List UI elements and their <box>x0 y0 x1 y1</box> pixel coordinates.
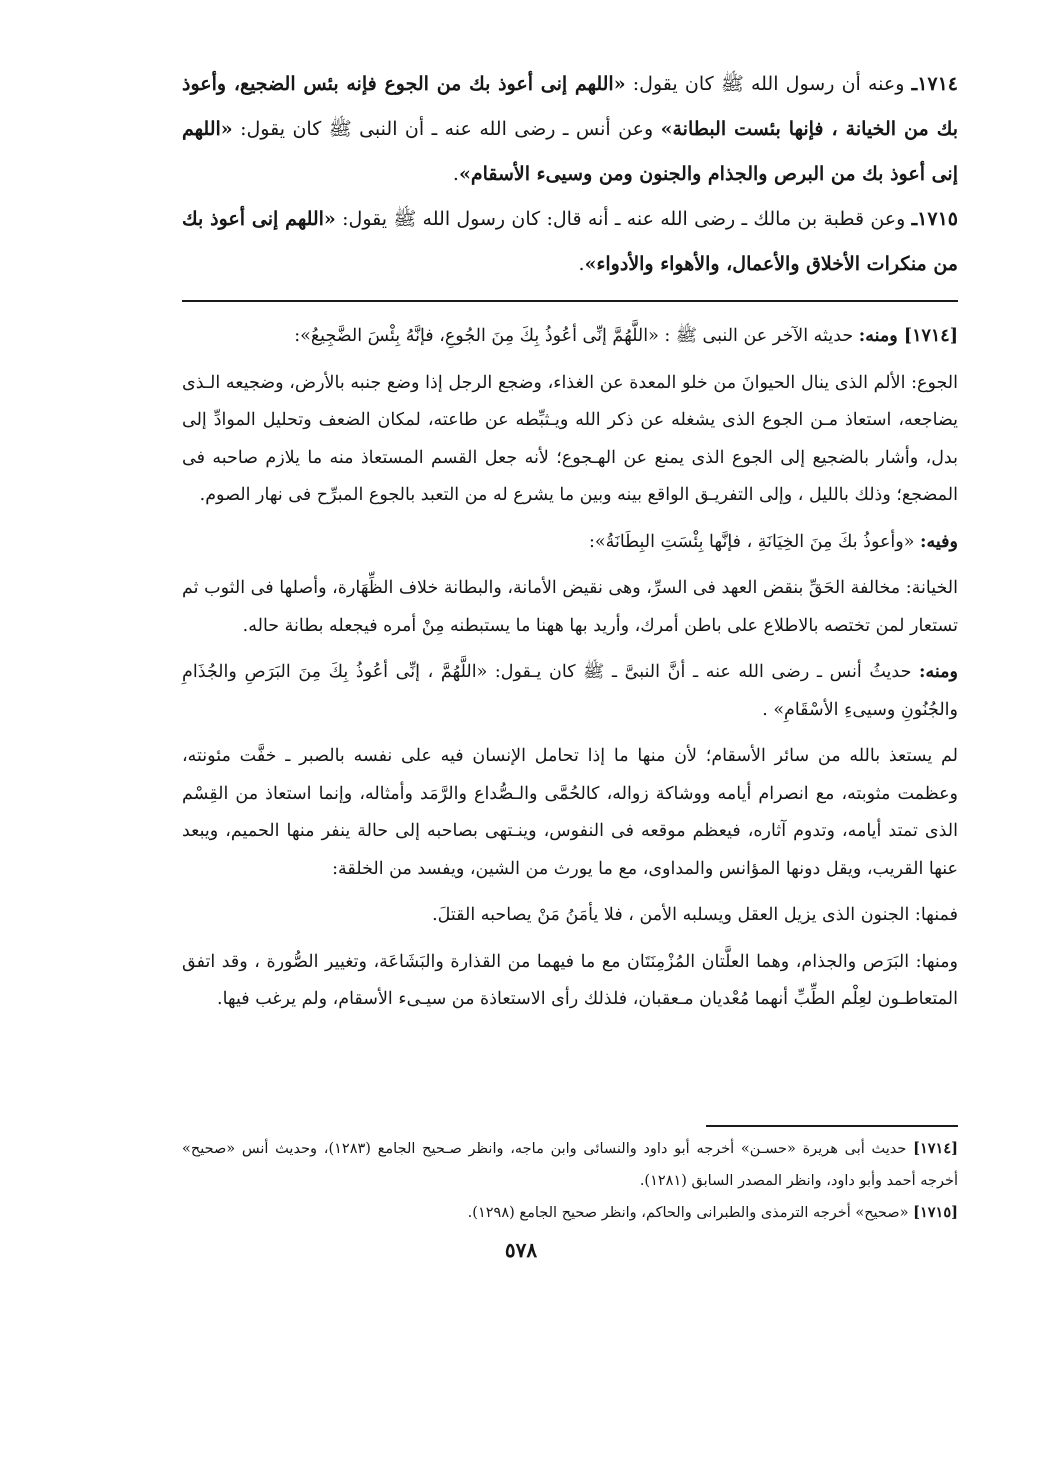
page-number: ٥٧٨ <box>504 1238 538 1262</box>
commentary-label-1714: [١٧١٤] ومنه: <box>858 326 958 346</box>
hadith-1714-quote-a: «اللهم إنى أعوذ بك من الجوع فإنه بئس الضجيع، وأعوذ بك من الخيانة ، فإنها بئست البطانة» <box>182 73 958 140</box>
hadith-1714-narration-b: وعن أنس ـ رضى الله عنه ـ أن النبى ﷺ كان يقول: <box>240 118 654 140</box>
commentary-text-3: «وأعوذُ بكَ مِنَ الخِيَانَةِ ، فإنَّها بِئْسَتِ البِطَانَةُ»: <box>588 531 915 552</box>
footnotes <box>182 1133 958 1229</box>
commentary-paragraph-6: لم يستعذ بالله من سائر الأسقام؛ لأن منها ما إذا تحامل الإنسان فيه على نفسه بالصبر ـ خفَّت مئونته، وعظمت مثوبته، مع انصرام أيامه ووشاكة زواله، كالحُمَّى والـصُّداع والرَّمَد وأمثاله، وإنما استعاذ من القِسْم الذى تمتد أيامه، وتدوم آثاره، فيعظم موقعه فى النفوس، وينـتهى بصاحبه إلى حالة ينفر منها الحميم، ويبعد عنها القريب، ويقل دونها المؤانس والمداوى، مع ما يورث من الشين، ويفسد من الخلقة: <box>182 746 958 879</box>
footnote-1714 <box>182 1133 958 1197</box>
commentary-text-1: حديثه الآخر عن النبى ﷺ : «اللَّهُمَّ إنِّى أعُوذُ بِكَ مِنَ الجُوعِ، فإنَّهُ بِئْسَ الضَّجِيعُ»: <box>294 326 854 346</box>
hadith-1714-end: . <box>452 163 459 185</box>
footnote-text-1715: «صحيح» أخرجه الترمذى والطبرانى والحاكم، وانظر صحيح الجامع (١٢٩٨). <box>467 1205 909 1221</box>
commentary-paragraph-7: فمنها: الجنون الذى يزيل العقل ويسلبه الأمن ، فلا يأمَنُ مَنْ يصاحبه القتلَ. <box>432 905 958 925</box>
commentary-text-5: حديثُ أنس ـ رضى الله عنه ـ أنَّ النبىَّ ـ ﷺ كان يـقول: «اللَّهُمَّ ، إنِّى أعُوذُ بِكَ مِنَ البَرَصِ والجُذَامِ والجُنُونِ وسيىءِ الأسْقَامِ» . <box>182 662 958 720</box>
hadith-number-1715: ١٧١٥ـ <box>911 208 958 230</box>
hadith-1714-quote-b: «اللهم إنى أعوذ بك من البرص والجذام والجنون ومن وسيىء الأسقام» <box>182 118 958 185</box>
commentary-label-fihi: وفيه: <box>920 531 958 552</box>
commentary-paragraph-8: ومنها: البَرَص والجذام، وهما العلَّتان المُزْمِنَتَان مع ما فيهما من القذارة والبَشَاعَة، وتغيير الصُّورة ، وقد اتفق المتعاطـون لعِلْم الطِّبِّ أنهما مُعْديان مـعقبان، فلذلك رأى الاستعاذة من سيـىء الأسقام، ولم يرغب فيها. <box>182 951 958 1009</box>
hadith-1714-intro: وعنه أن رسول الله ﷺ كان يقول: <box>632 73 905 95</box>
footnote-label-1714: [١٧١٤] <box>913 1140 959 1157</box>
commentary-paragraph-1 <box>182 318 958 356</box>
commentary <box>182 318 958 1028</box>
section-divider <box>182 300 958 302</box>
commentary-label-minhu: ومنه: <box>919 662 958 682</box>
commentary-paragraph-4: الخيانة: مخالفة الحَقِّ بنقض العهد فى السرِّ، وهى نقيض الأمانة، والبطانة خلاف الظِّهَارة، وأصلها فى الثوب ثم تستعار لمن تختصه بالاطلاع على باطن أمرك، وأريد بها ههنا ما يستبطنه مِنْ أمره فيجعله بطانة حاله. <box>182 578 958 636</box>
footnote-divider <box>706 1125 958 1127</box>
commentary-paragraph-2: الجوع: الألم الذى ينال الحيوانَ من خلو المعدة عن الغذاء، وضجع الرجل إذا وضع جنبه بالأرض، وضجيعه الـذى يضاجعه، استعاذ مـن الجوع الذى يشغله عن ذكر الله ويـثبِّطه عن طاعته، لمكان الضعف وتحليل الموادِّ إلى بدل، وأشار بالضجيع إلى الجوع الذى يمنع عن الهـجوع؛ لأنه جعل القسم المستعاذ منه ما يلازم صاحبه فى المضجع؛ وذلك بالليل ، وإلى التفريـق الواقع بينه وبين ما يشرع له من التعبد بالجوع المبرِّح فى نهار الصوم. <box>182 372 958 505</box>
commentary-paragraph-5 <box>182 654 958 729</box>
hadith-1715-intro: وعن قطبة بن مالك ـ رضى الله عنه ـ أنه قال: كان رسول الله ﷺ يقول: <box>342 208 906 230</box>
footnote-1715 <box>182 1197 958 1229</box>
hadith-1715 <box>182 197 958 287</box>
hadith-1714 <box>182 62 958 197</box>
hadith-number-1714: ١٧١٤ـ <box>911 73 959 95</box>
footnote-text-1714: حديث أبى هريرة «حسـن» أخرجه أبو داود والنسائى وابن ماجه، وانظر صـحيح الجامع (١٢٨٣)، وحديث أنس «صحيح» أخرجه أحمد وأبو داود، وانظر المصدر السابق (١٢٨١). <box>182 1141 958 1189</box>
hadith-1715-quote: «اللهم إنى أعوذ بك من منكرات الأخلاق والأعمال، والأهواء والأدواء» <box>182 208 958 275</box>
footnote-label-1715: [١٧١٥] <box>913 1204 958 1221</box>
commentary-paragraph-3 <box>182 524 958 562</box>
hadith-1715-end: . <box>578 253 585 275</box>
